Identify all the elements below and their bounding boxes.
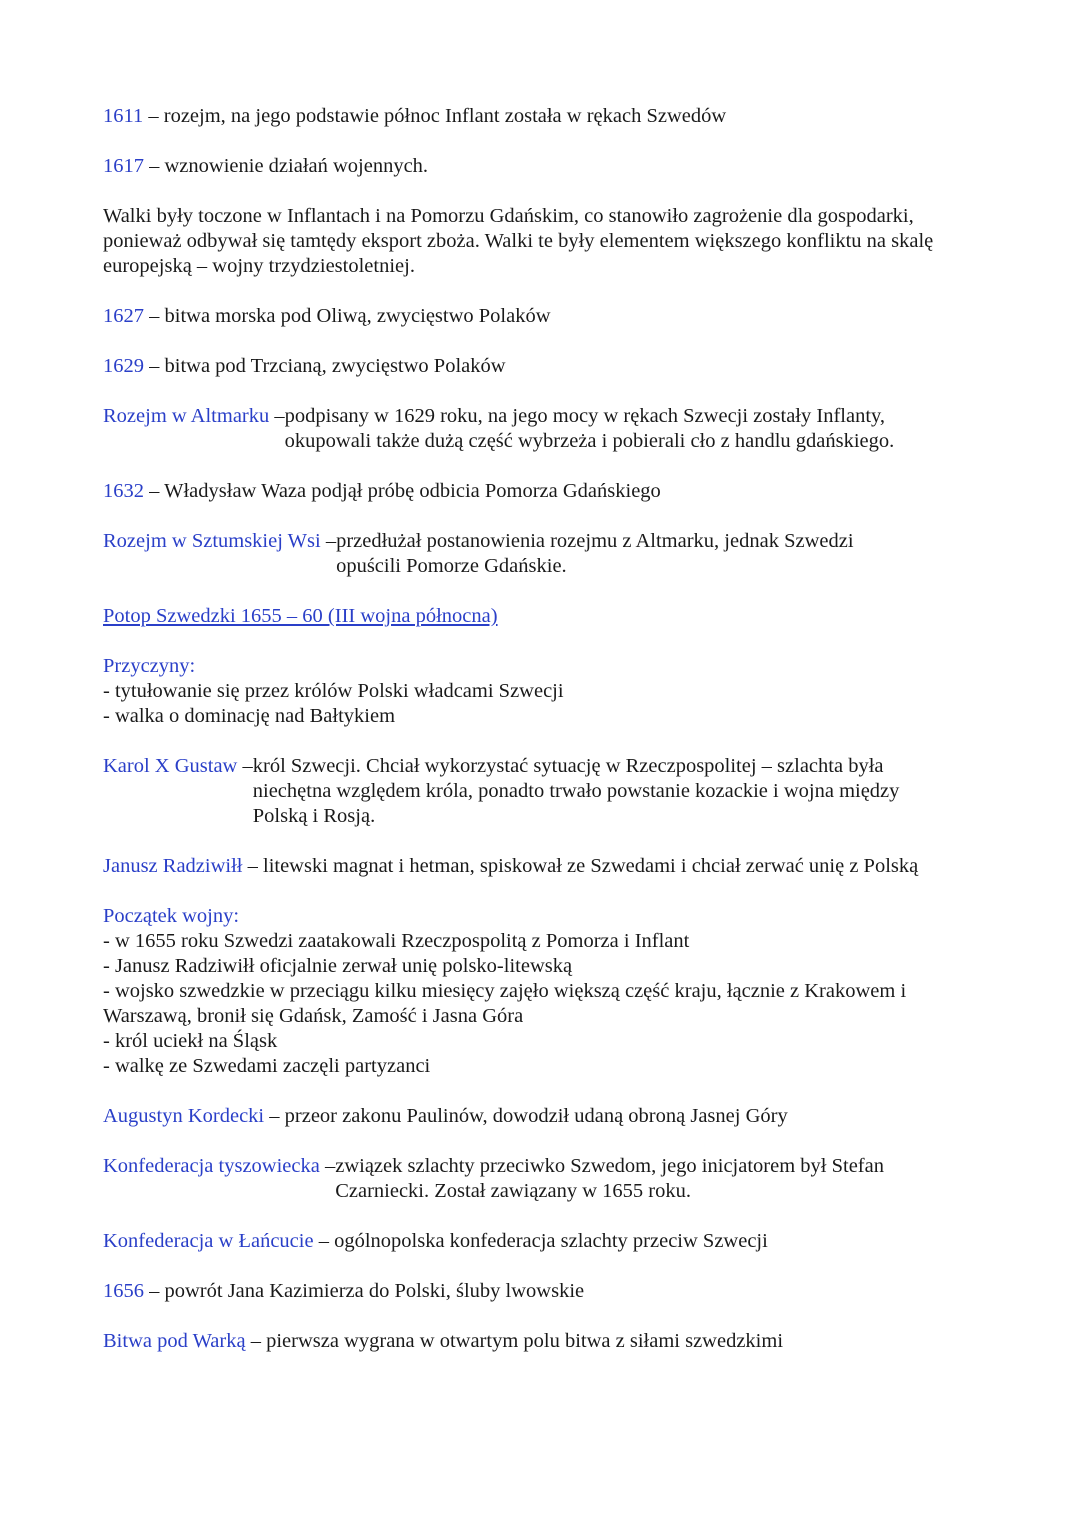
entry-term: Rozejm w Sztumskiej Wsi: [103, 530, 321, 552]
entry-1611: 1611 – rozejm, na jego podstawie północ Inflant została w rękach Szwedów: [103, 105, 727, 127]
entry-1627: 1627 – bitwa morska pod Oliwą, zwycięstwo Polaków: [103, 305, 551, 327]
entry-text: król Szwecji. Chciał wykorzystać sytuację w Rzeczpospolitej – szlachta była niechętna względem króla, ponadto trwało powstanie kozackie i wojna między Polską i Rosją.: [252, 755, 900, 827]
entry-1617: 1617 – wznowienie działań wojennych.: [103, 155, 429, 177]
entry-warka: Bitwa pod Warką – pierwsza wygrana w otwartym polu bitwa z siłami szwedzkimi: [103, 1330, 784, 1352]
list-item: - król uciekł na Śląsk: [103, 1030, 278, 1052]
entry-text: litewski magnat i hetman, spiskował ze Szwedami i chciał zerwać unię z Polską: [263, 855, 919, 877]
entry-term: Augustyn Kordecki: [103, 1105, 265, 1127]
entry-text: pierwsza wygrana w otwartym polu bitwa z siłami szwedzkimi: [266, 1330, 784, 1352]
entry-lancut: Konfederacja w Łańcucie – ogólnopolska konfederacja szlachty przeciw Szwecji: [103, 1230, 768, 1252]
entry-term: Karol X Gustaw: [103, 755, 238, 777]
entry-1656: 1656 – powrót Jana Kazimierza do Polski, śluby lwowskie: [103, 1280, 585, 1302]
entry-term: 1629: [103, 355, 144, 377]
entry-term: Bitwa pod Warką: [103, 1330, 246, 1352]
entry-term: Konfederacja w Łańcucie: [103, 1230, 314, 1252]
list-item: - tytułowanie się przez królów Polski władcami Szwecji: [103, 680, 564, 702]
entry-text: Władysław Waza podjął próbę odbicia Pomorza Gdańskiego: [164, 480, 661, 502]
section-heading: Przyczyny:: [103, 655, 196, 677]
entry-text: rozejm, na jego podstawie północ Inflant została w rękach Szwedów: [163, 105, 727, 127]
entry-text: ogólnopolska konfederacja szlachty przeciw Szwecji: [334, 1230, 768, 1252]
entry-term: 1627: [103, 305, 144, 327]
entry-text: przeor zakonu Paulinów, dowodził udaną obroną Jasnej Góry: [284, 1105, 788, 1127]
entry-text: związek szlachty przeciwko Szwedom, jego inicjatorem był Stefan Czarniecki. Został zawiązany w 1655 roku.: [335, 1155, 884, 1202]
list-item: - walkę ze Szwedami zaczęli partyzanci: [103, 1055, 431, 1077]
entry-text: bitwa pod Trzcianą, zwycięstwo Polaków: [164, 355, 506, 377]
entry-term: 1617: [103, 155, 144, 177]
list-item: - w 1655 roku Szwedzi zaatakowali Rzeczpospolitą z Pomorza i Inflant: [103, 930, 690, 952]
entry-1629: 1629 – bitwa pod Trzcianą, zwycięstwo Polaków: [103, 355, 506, 377]
entry-term: Janusz Radziwiłł: [103, 855, 243, 877]
entry-radziwill: Janusz Radziwiłł – litewski magnat i hetman, spiskował ze Szwedami i chciał zerwać unię z Polską: [103, 855, 919, 877]
przyczyny-section: [103, 654, 983, 729]
entry-text: przedłużał postanowienia rozejmu z Altmarku, jednak Szwedzi opuścili Pomorze Gdańskie.: [336, 530, 854, 577]
entry-term: 1632: [103, 480, 144, 502]
entry-altmark: Rozejm w Altmarku – podpisany w 1629 roku, na jego mocy w rękach Szwecji zostały Inflanty, okupowali także dużą część wybrzeża i pobierali cło z handlu gdańskiego.: [103, 404, 953, 454]
entry-term: Konfederacja tyszowiecka: [103, 1155, 320, 1177]
potop-heading: Potop Szwedzki 1655 – 60 (III wojna północna): [103, 605, 498, 627]
entry-text: podpisany w 1629 roku, na jego mocy w rękach Szwecji zostały Inflanty, okupowali także dużą część wybrzeża i pobierali cło z handlu gdańskiego.: [284, 405, 895, 452]
entry-1632: 1632 – Władysław Waza podjął próbę odbicia Pomorza Gdańskiego: [103, 480, 661, 502]
list-item: - walka o dominację nad Bałtykiem: [103, 705, 396, 727]
entry-kordecki: Augustyn Kordecki – przeor zakonu Paulinów, dowodził udaną obroną Jasnej Góry: [103, 1105, 788, 1127]
list-item: - wojsko szwedzkie w przeciągu kilku miesięcy zajęło większą część kraju, łącznie z Krakowem i Warszawą, bronił się Gdańsk, Zamość i Jasna Góra: [103, 980, 907, 1027]
entry-term: 1656: [103, 1280, 144, 1302]
entry-text: bitwa morska pod Oliwą, zwycięstwo Polaków: [164, 305, 551, 327]
entry-text: wznowienie działań wojennych.: [164, 155, 429, 177]
paragraph-walki: Walki były toczone w Inflantach i na Pomorzu Gdańskim, co stanowiło zagrożenie dla gospodarki, ponieważ odbywał się tamtędy eksport zboża. Walki te były elementem większego konfliktu na skalę europejską – wojny trzydziestoletniej.: [103, 205, 934, 277]
entry-karol: Karol X Gustaw – król Szwecji. Chciał wykorzystać sytuację w Rzeczpospolitej – szlachta była niechętna względem króla, ponadto trwało powstanie kozackie i wojna między Polską i Rosją.: [103, 754, 958, 829]
list-item: - Janusz Radziwiłł oficjalnie zerwał unię polsko-litewską: [103, 955, 573, 977]
entry-tyszowiecka: Konfederacja tyszowiecka – związek szlachty przeciwko Szwedom, jego inicjatorem był Stefan Czarniecki. Został zawiązany w 1655 roku.: [103, 1154, 953, 1204]
entry-term: 1611: [103, 105, 144, 127]
section-heading: Początek wojny:: [103, 905, 240, 927]
poczatek-section: [103, 904, 963, 1079]
entry-term: Rozejm w Altmarku: [103, 405, 270, 427]
entry-text: powrót Jana Kazimierza do Polski, śluby lwowskie: [164, 1280, 585, 1302]
entry-sztum: Rozejm w Sztumskiej Wsi – przedłużał postanowienia rozejmu z Altmarku, jednak Szwedzi opuścili Pomorze Gdańskie.: [103, 529, 918, 579]
